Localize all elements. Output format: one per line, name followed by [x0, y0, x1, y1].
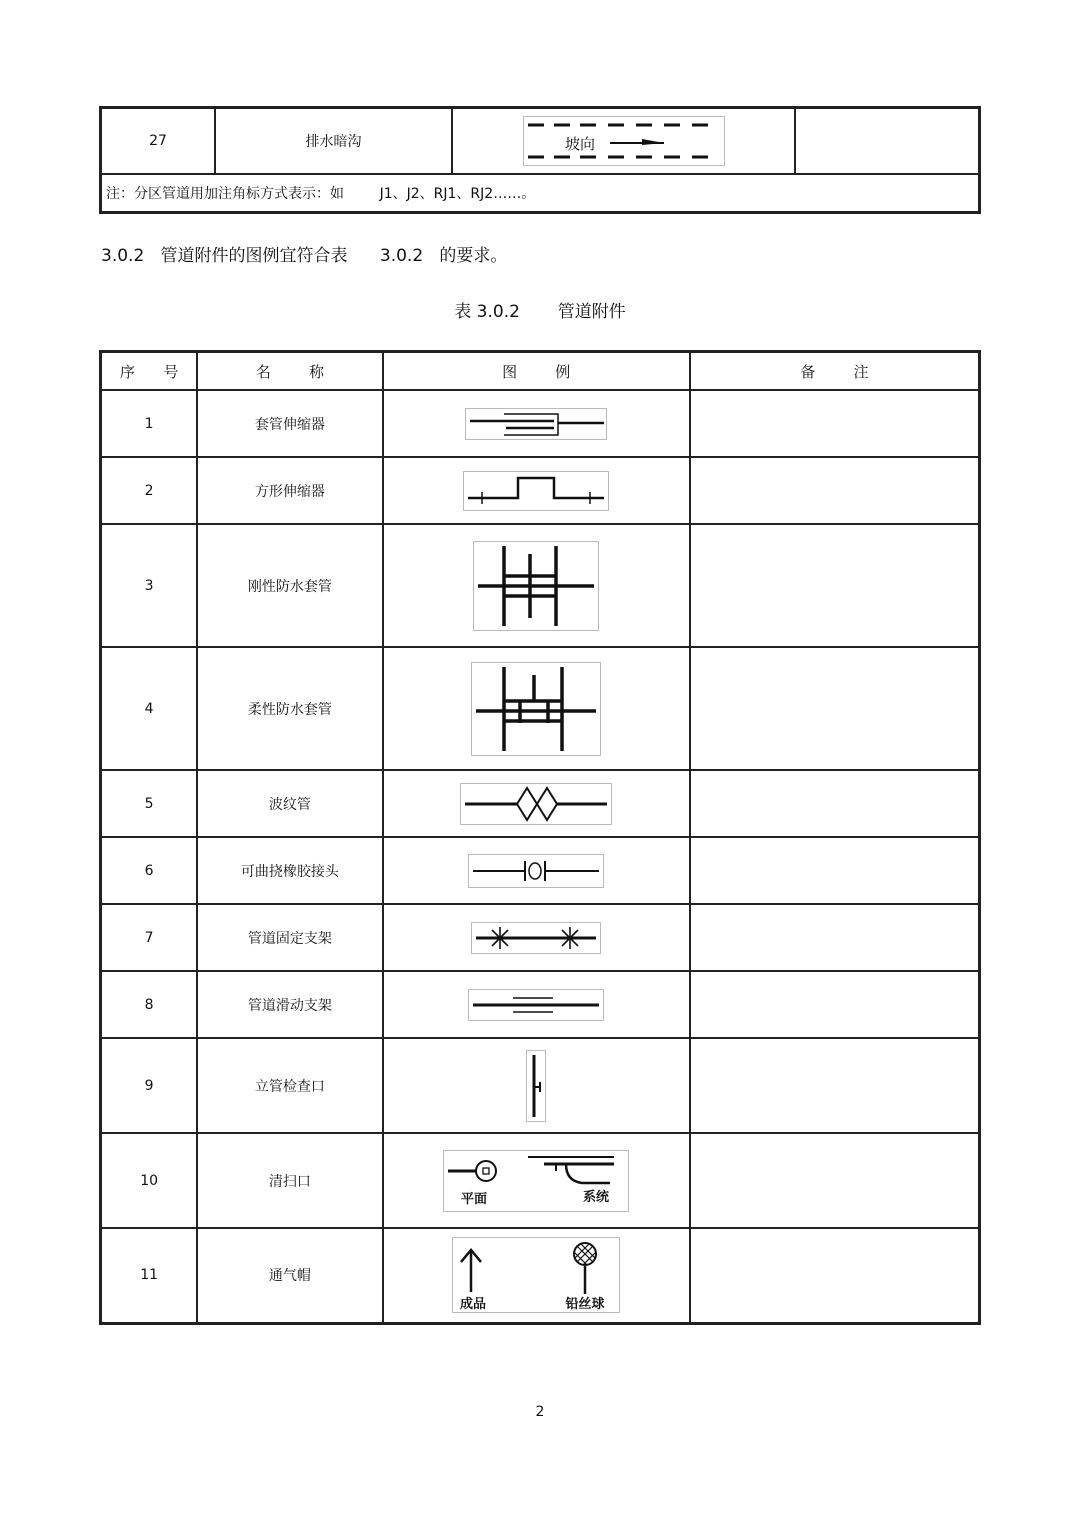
- seq-cell: 2: [101, 457, 198, 524]
- legend-cell: [383, 1133, 690, 1228]
- table-row: [101, 1038, 980, 1133]
- seq-cell: 8: [101, 971, 198, 1038]
- flexible-waterproof-sleeve-icon: [471, 662, 601, 756]
- remark-cell: [690, 1038, 980, 1133]
- table-row: [101, 770, 980, 837]
- remark-cell: [690, 457, 980, 524]
- legend-cell: [383, 1038, 690, 1133]
- table-row: [101, 1133, 980, 1228]
- header-legend: 图 例: [383, 352, 690, 391]
- remark-cell: [690, 390, 980, 457]
- remark-cell: [690, 1133, 980, 1228]
- remark-cell: [690, 971, 980, 1038]
- table-row: [101, 1228, 980, 1323]
- legend-cell: [383, 770, 690, 837]
- header-name: 名 称: [197, 352, 382, 391]
- header-seq: 序 号: [101, 352, 198, 391]
- section-paragraph: 3.0.2 管道附件的图例宜符合表 3.0.2 的要求。: [101, 246, 508, 266]
- seq-cell: 11: [101, 1228, 198, 1323]
- drain-ditch-legend: [523, 116, 725, 166]
- legend-cell: [452, 108, 795, 175]
- legend-cell: [383, 457, 690, 524]
- remark-cell: [690, 770, 980, 837]
- page-number: 2: [535, 1404, 545, 1420]
- seq-cell: 9: [101, 1038, 198, 1133]
- sliding-pipe-support-icon: [468, 989, 604, 1021]
- cleanout-icon: [443, 1150, 629, 1212]
- name-cell: 柔性防水套管: [197, 647, 382, 770]
- riser-inspection-port-icon: [526, 1050, 546, 1122]
- fixed-pipe-support-icon: [471, 922, 601, 954]
- flexible-rubber-joint-icon: [468, 854, 604, 888]
- table-row: [101, 647, 980, 770]
- legend-cell: [383, 1228, 690, 1323]
- name-cell: 方形伸缩器: [197, 457, 382, 524]
- name-cell: 排水暗沟: [215, 108, 452, 175]
- name-cell: 可曲挠橡胶接头: [197, 837, 382, 904]
- name-cell: 刚性防水套管: [197, 524, 382, 647]
- header-remark: 备 注: [690, 352, 980, 391]
- remark-cell: [690, 647, 980, 770]
- table-row: [101, 837, 980, 904]
- vent-cap-icon: [452, 1237, 620, 1313]
- drainage-table-continued: [99, 106, 981, 214]
- seq-cell: 4: [101, 647, 198, 770]
- name-cell: 管道滑动支架: [197, 971, 382, 1038]
- seq-cell: 10: [101, 1133, 198, 1228]
- sleeve-expansion-joint-icon: [465, 408, 607, 440]
- system-label: 系统: [583, 1189, 610, 1205]
- seq-cell: 5: [101, 770, 198, 837]
- legend-cell: [383, 971, 690, 1038]
- legend-cell: [383, 524, 690, 647]
- name-cell: 波纹管: [197, 770, 382, 837]
- remark-cell: [795, 108, 979, 175]
- legend-cell: [383, 647, 690, 770]
- wire-ball-label: 铅丝球: [565, 1297, 605, 1313]
- table-header-row: [101, 352, 980, 391]
- seq-cell: 6: [101, 837, 198, 904]
- seq-cell: 27: [101, 108, 216, 175]
- seq-cell: 3: [101, 524, 198, 647]
- bellows-icon: [460, 783, 612, 825]
- name-cell: 清扫口: [197, 1133, 382, 1228]
- name-cell: 通气帽: [197, 1228, 382, 1323]
- pipe-accessories-table: [99, 350, 981, 1325]
- remark-cell: [690, 904, 980, 971]
- table-row: [101, 390, 980, 457]
- rigid-waterproof-sleeve-icon: [473, 541, 599, 631]
- remark-cell: [690, 1228, 980, 1323]
- table-note: 注：分区管道用加注角标方式表示：如 J1、J2、RJ1、RJ2……。: [101, 174, 980, 213]
- name-cell: 立管检查口: [197, 1038, 382, 1133]
- legend-cell: [383, 904, 690, 971]
- name-cell: 套管伸缩器: [197, 390, 382, 457]
- table-row: [101, 457, 980, 524]
- table-row: [101, 904, 980, 971]
- seq-cell: 7: [101, 904, 198, 971]
- table-row: [101, 971, 980, 1038]
- remark-cell: [690, 524, 980, 647]
- table-row: [101, 108, 980, 175]
- seq-cell: 1: [101, 390, 198, 457]
- square-expansion-joint-icon: [463, 471, 609, 511]
- slope-label: 坡向: [564, 135, 595, 153]
- table-row: [101, 524, 980, 647]
- legend-cell: [383, 390, 690, 457]
- remark-cell: [690, 837, 980, 904]
- name-cell: 管道固定支架: [197, 904, 382, 971]
- plan-label: 平面: [461, 1191, 488, 1207]
- finished-label: 成品: [460, 1297, 487, 1313]
- table-caption: 表 3.0.2 管道附件: [454, 302, 626, 322]
- legend-cell: [383, 837, 690, 904]
